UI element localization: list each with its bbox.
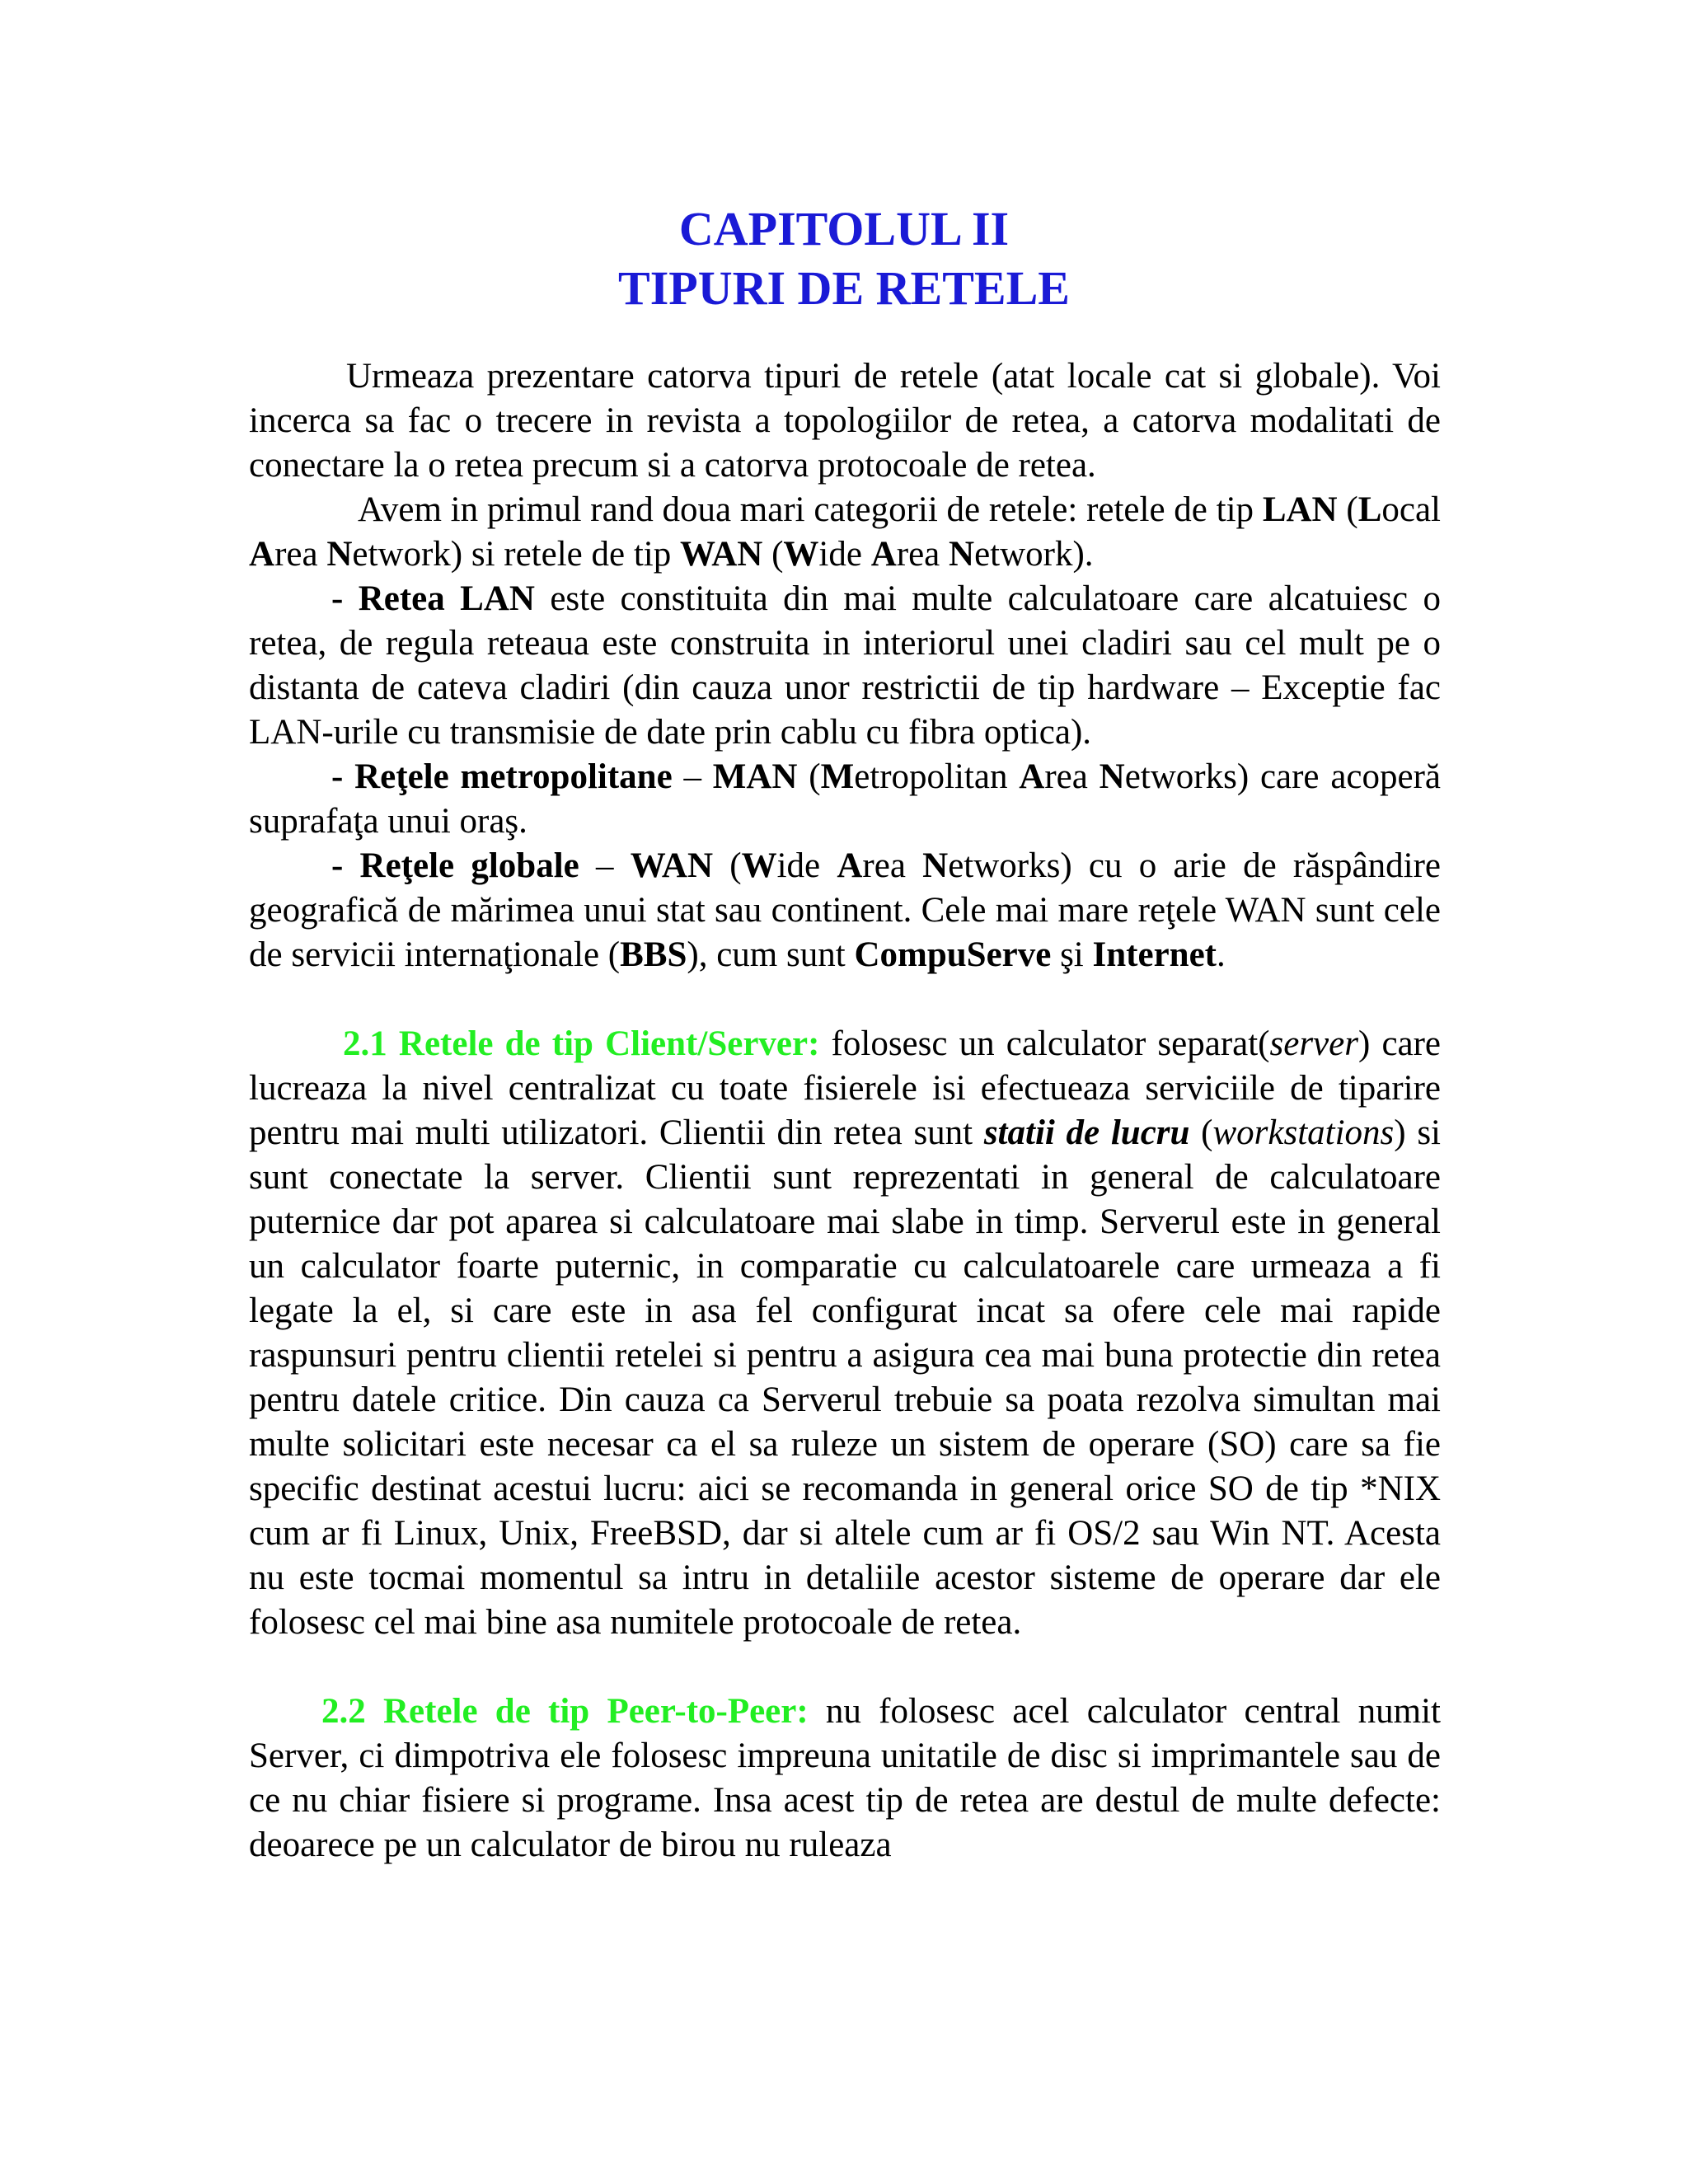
section-2-1-heading: 2.1 Retele de tip Client/Server: <box>343 1024 820 1063</box>
chapter-title: TIPURI DE RETELE <box>618 261 1070 315</box>
intro-paragraph-1: Urmeaza prezentare catorva tipuri de retele (atat locale cat si globale). Voi incerca sa fac o trecere in revista a topologiilor de retea, a catorva modalitati de conectare la o retea precum si a catorva protocoale de retea. <box>249 357 1441 485</box>
intro-paragraph-2: Avem in primul rand doua mari categorii de retele: retele de tip LAN (Local Area Network) si retele de tip WAN (Wide Area Network). <box>249 490 1442 574</box>
section-2-1-paragraph: 2.1 Retele de tip Client/Server: folosesc un calculator separat(server) care lucreaza la nivel centralizat cu toate fisierele isi efectueaza serviciile de tiparire pentru mai multi utilizatori. Clientii din retea sunt statii de lucru (workstations) si sunt conectate la server. Clientii sunt reprezentati in general de calculatoare puternice dar pot aparea si calculatoare mai slabe in timp. Serverul este in general un calculator foarte puternic, in comparatie cu calculatoarele care urmeaza a fi legate la el, si care este in asa fel configurat incat sa ofere cele mai rapide raspunsuri pentru clientii retelei si pentru a asigura cea mai buna protectie din retea pentru datele critice. Din cauza ca Serverul trebuie sa poata rezolva simultan mai multe solicitari este necesar ca el sa ruleze un sistem de operare (SO) care sa fie specific destinat acestui lucru: aici se recomanda in general orice SO de tip *NIX cum ar fi Linux, Unix, FreeBSD, dar si altele cum ar fi OS/2 sau Win NT. Acesta nu este tocmai momentul sa intru in detaliile acestor sisteme de operare dar ele folosesc cel mai bine asa numitele protocoale de retea. <box>249 1024 1442 1642</box>
lan-definition: - Retea LAN este constituita din mai multe calculatoare care alcatuiesc o retea, de regula reteaua este construita in interiorul unei cladiri sau cel mult pe o distanta de cateva cladiri (din cauza unor restrictii de tip hardware – Exceptie fac LAN-urile cu transmisie de date prin cablu cu fibra optica). <box>249 579 1442 752</box>
document-body <box>249 354 1441 1868</box>
man-definition: - Reţele metropolitane – MAN (Metropolitan Area Networks) care acoperă suprafaţa unui oraş. <box>249 757 1441 841</box>
section-2-2-paragraph: 2.2 Retele de tip Peer-to-Peer: nu folosesc acel calculator central numit Server, ci dimpotriva ele folosesc impreuna unitatile de disc si imprimantele sau de ce nu chiar fisiere si programe. Insa acest tip de retea are destul de multe defecte: deoarece pe un calculator de birou nu ruleaza <box>249 1692 1441 1864</box>
wan-definition: - Reţele globale – WAN (Wide Area Networks) cu o arie de răspândire geografică de mărimea unui stat sau continent. Cele mai mare reţele WAN sunt cele de servicii internaţionale (BBS), cum sunt CompuServe şi Internet. <box>249 846 1441 974</box>
section-2-2-heading: 2.2 Retele de tip Peer-to-Peer: <box>321 1692 809 1731</box>
chapter-number: CAPITOLUL II <box>678 202 1010 255</box>
